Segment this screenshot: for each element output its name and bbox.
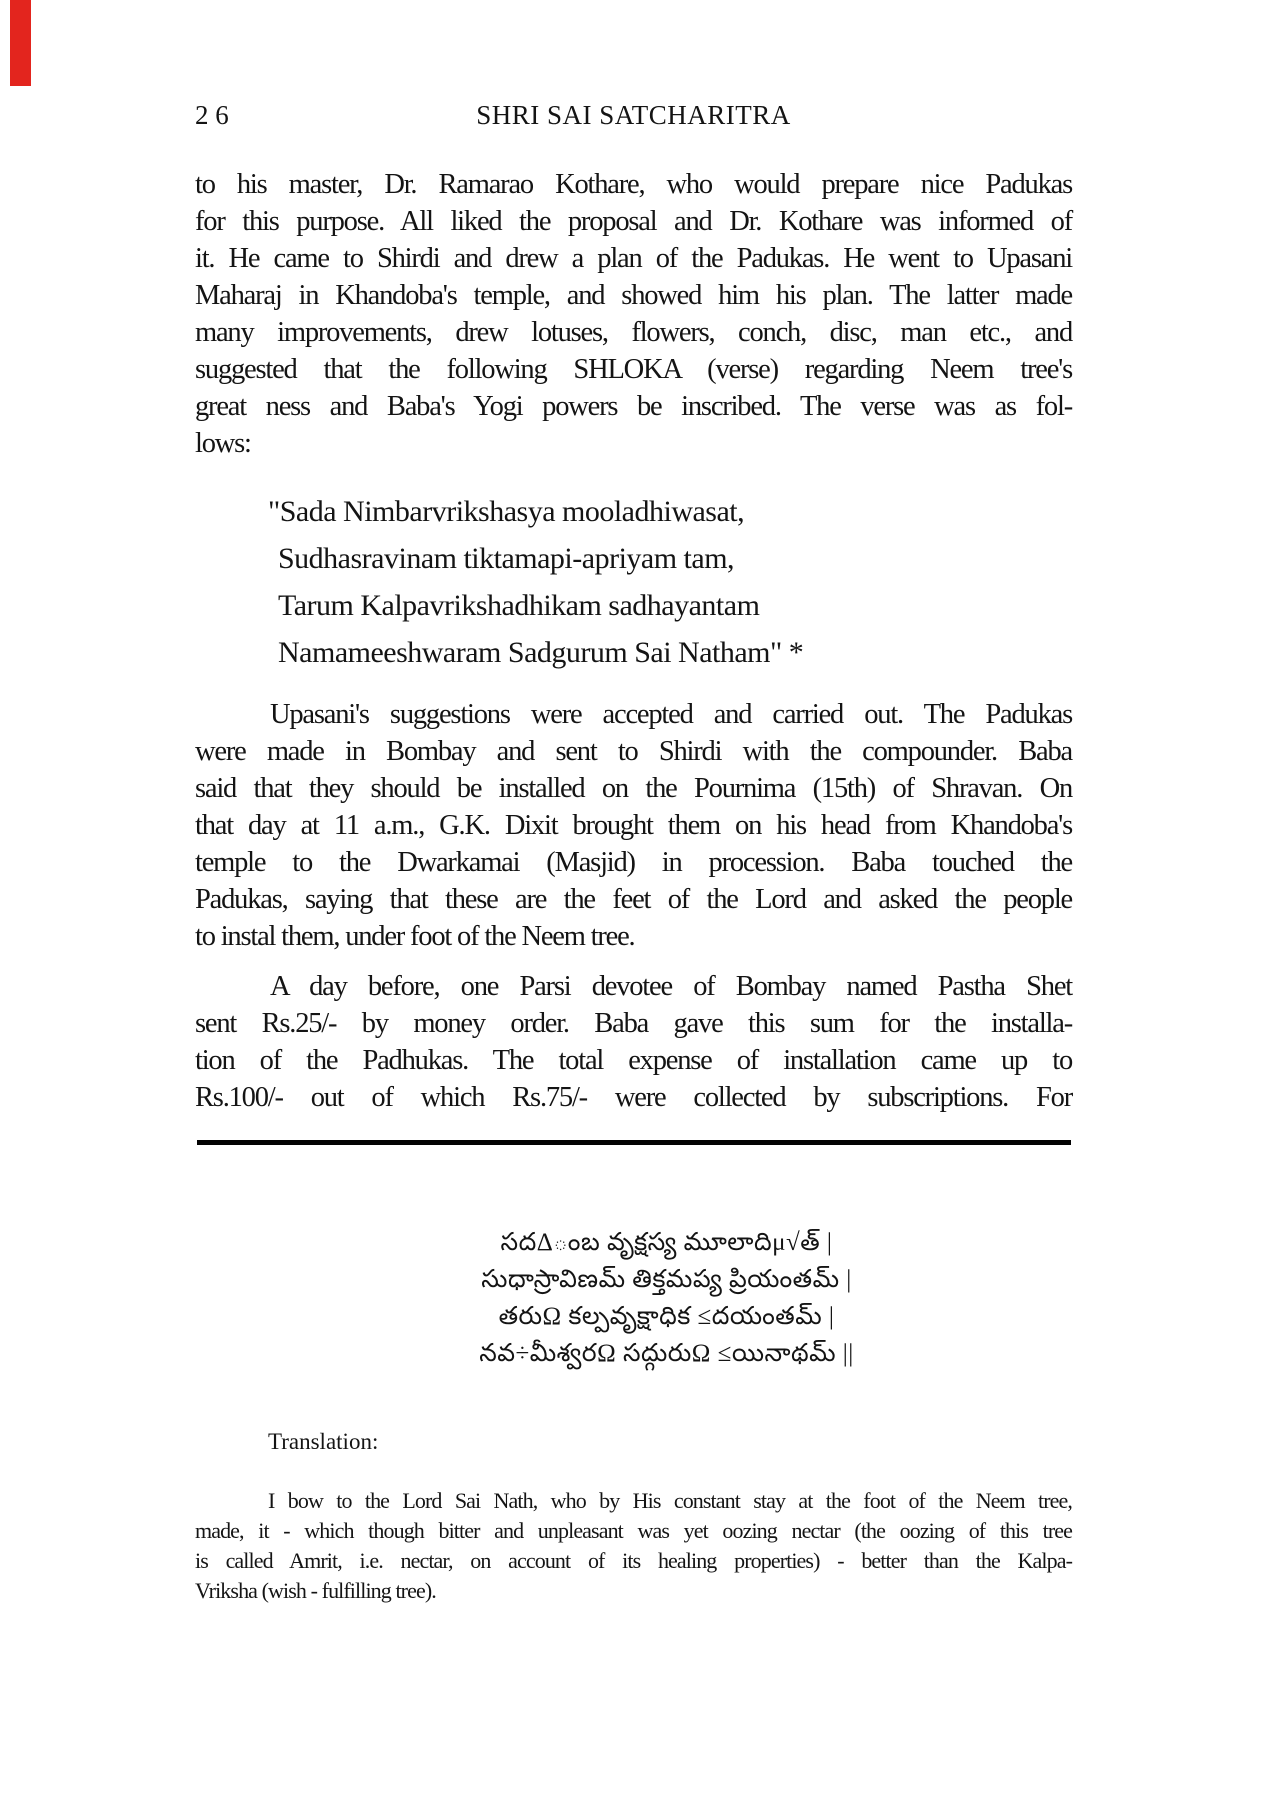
text-line: Upasani's suggestions were accepted and carried out. The Padukas: [270, 699, 1072, 730]
translation-paragraph: [195, 1486, 1072, 1606]
text-line: lows:: [195, 428, 251, 459]
page-number: 2 6: [195, 100, 229, 130]
text-line: made, it - which though bitter and unpleasant was yet oozing nectar (the oozing of this tree: [195, 1518, 1072, 1543]
verse-line: Namameeshwaram Sadgurum Sai Natham" *: [278, 636, 804, 669]
shloka-telugu-script: [228, 1224, 1105, 1372]
footnote-separator-rule: [197, 1140, 1071, 1145]
paragraph-2: [195, 696, 1072, 955]
text-line: it. He came to Shirdi and drew a plan of the Padukas. He went to Upasani: [195, 243, 1072, 274]
text-line: said that they should be installed on the Pournima (15th) of Shravan. On: [195, 773, 1072, 804]
text-line: is called Amrit, i.e. nectar, on account of its healing properties) - better than the Kalpa-: [195, 1548, 1072, 1573]
shloka-line: నవ÷మీశ్వరΩ సద్గురుΩ ≤యినాథమ్ ||: [479, 1340, 854, 1367]
text-line: were made in Bombay and sent to Shirdi with the compounder. Baba: [195, 736, 1072, 767]
text-line: Maharaj in Khandoba's temple, and showed him his plan. The latter made: [195, 280, 1072, 311]
verse-line: Tarum Kalpavrikshadhikam sadhayantam: [278, 589, 760, 622]
text-line: great ness and Baba's Yogi powers be inscribed. The verse was as fol-: [195, 391, 1072, 422]
red-margin-mark: [10, 0, 31, 86]
text-line: temple to the Dwarkamai (Masjid) in procession. Baba touched the: [195, 847, 1072, 878]
text-line: to instal them, under foot of the Neem tree.: [195, 921, 635, 952]
verse-line: "Sada Nimbarvrikshasya mooladhiwasat,: [268, 495, 745, 528]
text-line: suggested that the following SHLOKA (verse) regarding Neem tree's: [195, 354, 1072, 385]
translation-heading: Translation:: [268, 1429, 379, 1454]
paragraph-1: [195, 166, 1072, 462]
text-line: Padukas, saying that these are the feet of the Lord and asked the people: [195, 884, 1072, 915]
paragraph-3: [195, 968, 1072, 1116]
text-line: Rs.100/- out of which Rs.75/- were collected by subscriptions. For: [195, 1082, 1072, 1113]
shloka-line: సుధాస్రావిణమ్ తిక్తమప్య ప్రియంతమ్ |: [481, 1266, 852, 1293]
text-line: A day before, one Parsi devotee of Bombay named Pastha Shet: [270, 971, 1072, 1002]
shloka-line: సదΔంబ వృక్షస్య మూలాదిμ√త్ |: [500, 1229, 833, 1256]
shloka-verse-transliteration: [268, 488, 968, 676]
text-line: tion of the Padhukas. The total expense of installation came up to: [195, 1045, 1072, 1076]
page-header: [195, 100, 1072, 134]
shloka-line: తరుΩ కల్పవృక్షాధిక ≤దయంతమ్ |: [498, 1303, 835, 1330]
running-header-title: SHRI SAI SATCHARITRA: [476, 100, 791, 130]
text-line: Vriksha (wish - fulfilling tree).: [195, 1578, 436, 1603]
verse-line: Sudhasravinam tiktamapi-apriyam tam,: [278, 542, 735, 575]
text-line: sent Rs.25/- by money order. Baba gave this sum for the installa-: [195, 1008, 1072, 1039]
text-line: that day at 11 a.m., G.K. Dixit brought them on his head from Khandoba's: [195, 810, 1072, 841]
text-line: for this purpose. All liked the proposal and Dr. Kothare was informed of: [195, 206, 1072, 237]
text-line: to his master, Dr. Ramarao Kothare, who would prepare nice Padukas: [195, 169, 1072, 200]
text-line: many improvements, drew lotuses, flowers, conch, disc, man etc., and: [195, 317, 1072, 348]
text-line: I bow to the Lord Sai Nath, who by His constant stay at the foot of the Neem tree,: [268, 1488, 1072, 1513]
